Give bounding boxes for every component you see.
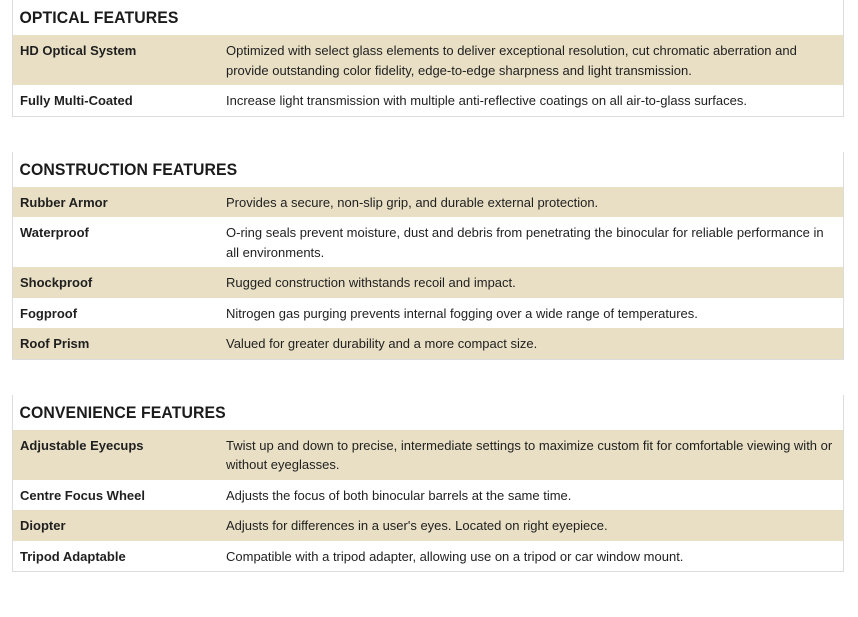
feature-description: O-ring seals prevent moisture, dust and debris from penetrating the binocular for reliable performance in all environments. (226, 225, 824, 260)
construction-features-section (12, 152, 844, 360)
table-row (13, 267, 843, 298)
optical-features-section (12, 0, 844, 117)
table-row (13, 187, 843, 218)
feature-name: Waterproof (20, 225, 89, 240)
feature-description: Nitrogen gas purging prevents internal fogging over a wide range of temperatures. (226, 305, 698, 321)
table-row (13, 510, 843, 541)
feature-name: Rubber Armor (20, 194, 108, 210)
feature-description: Provides a secure, non-slip grip, and durable external protection. (226, 194, 599, 210)
table-row (13, 35, 843, 85)
feature-name: Adjustable Eyecups (20, 437, 144, 453)
feature-description: Adjusts for differences in a user's eyes. Located on right eyepiece. (226, 518, 608, 533)
table-row (13, 298, 843, 329)
feature-description: Optimized with select glass elements to deliver exceptional resolution, cut chromatic aberration and provide outstanding color fidelity, edge-to-edge sharpness and light transmission. (226, 43, 797, 78)
table-row (13, 217, 843, 267)
spacer (12, 360, 844, 395)
table-row (13, 85, 843, 116)
convenience-features-section (12, 395, 844, 573)
feature-name: Fully Multi-Coated (20, 93, 133, 108)
feature-name: Shockproof (20, 275, 93, 290)
feature-name: Diopter (20, 518, 66, 533)
feature-name: Fogproof (20, 305, 78, 321)
divider (13, 571, 843, 572)
feature-name: HD Optical System (20, 43, 137, 58)
table-row (13, 541, 843, 572)
feature-name: Roof Prism (20, 336, 90, 351)
table-row (13, 328, 843, 359)
features-container (12, 0, 844, 572)
feature-description: Twist up and down to precise, intermediate settings to maximize custom fit for comfortable viewing with or without eyeglasses. (226, 437, 833, 472)
feature-description: Increase light transmission with multiple anti-reflective coatings on all air-to-glass surfaces. (226, 93, 747, 108)
feature-description: Compatible with a tripod adapter, allowing use on a tripod or car window mount. (226, 548, 684, 564)
section-heading: CONVENIENCE FEATURES (19, 402, 226, 422)
feature-name: Centre Focus Wheel (20, 487, 145, 503)
feature-description: Rugged construction withstands recoil and impact. (226, 275, 516, 290)
feature-description: Adjusts the focus of both binocular barrels at the same time. (226, 487, 572, 503)
table-row (13, 430, 843, 480)
spacer (12, 117, 844, 152)
feature-name: Tripod Adaptable (20, 548, 126, 564)
section-heading: CONSTRUCTION FEATURES (19, 159, 238, 179)
section-heading: OPTICAL FEATURES (19, 8, 179, 27)
feature-description: Valued for greater durability and a more compact size. (226, 336, 538, 351)
table-row (13, 480, 843, 511)
